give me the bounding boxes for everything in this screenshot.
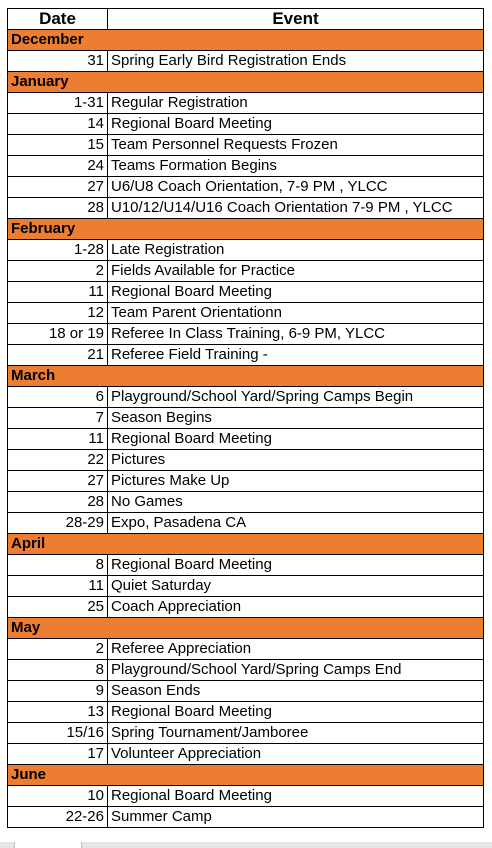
date-cell[interactable]: 17 [8,744,108,765]
event-row [8,639,484,660]
event-cell[interactable]: Expo, Pasadena CA [108,513,484,534]
event-cell[interactable]: Playground/School Yard/Spring Camps Begin [108,387,484,408]
event-row [8,303,484,324]
date-cell[interactable]: 9 [8,681,108,702]
sheet-tab[interactable] [14,842,82,848]
event-cell[interactable]: Referee Field Training - [108,345,484,366]
month-row [8,534,484,555]
month-row [8,219,484,240]
month-row [8,765,484,786]
date-cell[interactable]: 13 [8,702,108,723]
month-label[interactable]: May [8,618,484,639]
event-cell[interactable]: Spring Tournament/Jamboree [108,723,484,744]
event-row [8,660,484,681]
event-row [8,450,484,471]
schedule-table [7,8,484,828]
date-cell[interactable]: 24 [8,156,108,177]
event-cell[interactable]: Team Parent Orientationn [108,303,484,324]
event-row [8,576,484,597]
event-cell[interactable]: Regular Registration [108,93,484,114]
event-cell[interactable]: U10/12/U14/U16 Coach Orientation 7-9 PM , YLCC [108,198,484,219]
date-cell[interactable]: 25 [8,597,108,618]
event-row [8,513,484,534]
event-row [8,345,484,366]
date-cell[interactable]: 6 [8,387,108,408]
month-label[interactable]: January [8,72,484,93]
event-row [8,786,484,807]
month-label[interactable]: March [8,366,484,387]
date-cell[interactable]: 22 [8,450,108,471]
event-row [8,597,484,618]
event-row [8,198,484,219]
date-cell[interactable]: 11 [8,282,108,303]
month-row [8,618,484,639]
event-cell[interactable]: Season Begins [108,408,484,429]
event-cell[interactable]: Regional Board Meeting [108,114,484,135]
date-cell[interactable]: 8 [8,555,108,576]
event-cell[interactable]: Spring Early Bird Registration Ends [108,51,484,72]
date-cell[interactable]: 2 [8,639,108,660]
month-label[interactable]: December [8,30,484,51]
date-cell[interactable]: 22-26 [8,807,108,828]
date-cell[interactable]: 11 [8,429,108,450]
event-row [8,429,484,450]
event-cell[interactable]: Regional Board Meeting [108,786,484,807]
event-row [8,93,484,114]
event-row [8,492,484,513]
event-row [8,702,484,723]
event-cell[interactable]: Season Ends [108,681,484,702]
date-cell[interactable]: 28 [8,198,108,219]
date-cell[interactable]: 12 [8,303,108,324]
date-column-header[interactable]: Date [8,9,108,30]
date-cell[interactable]: 31 [8,51,108,72]
month-label[interactable]: June [8,765,484,786]
date-cell[interactable]: 28 [8,492,108,513]
event-cell[interactable]: Regional Board Meeting [108,429,484,450]
date-cell[interactable]: 11 [8,576,108,597]
event-cell[interactable]: Referee Appreciation [108,639,484,660]
event-cell[interactable]: Regional Board Meeting [108,702,484,723]
event-row [8,555,484,576]
date-cell[interactable]: 15 [8,135,108,156]
month-row [8,72,484,93]
event-row [8,240,484,261]
date-cell[interactable]: 14 [8,114,108,135]
event-cell[interactable]: Teams Formation Begins [108,156,484,177]
event-cell[interactable]: Pictures [108,450,484,471]
event-cell[interactable]: Quiet Saturday [108,576,484,597]
event-column-header[interactable]: Event [108,9,484,30]
event-row [8,282,484,303]
event-row [8,744,484,765]
event-cell[interactable]: Coach Appreciation [108,597,484,618]
event-row [8,114,484,135]
event-row [8,723,484,744]
date-cell[interactable]: 10 [8,786,108,807]
event-row [8,807,484,828]
event-cell[interactable]: Pictures Make Up [108,471,484,492]
event-cell[interactable]: Volunteer Appreciation [108,744,484,765]
date-cell[interactable]: 18 or 19 [8,324,108,345]
event-cell[interactable]: Regional Board Meeting [108,555,484,576]
event-cell[interactable]: Regional Board Meeting [108,282,484,303]
event-row [8,408,484,429]
event-cell[interactable]: Playground/School Yard/Spring Camps End [108,660,484,681]
schedule-body [8,30,484,828]
event-row [8,681,484,702]
date-cell[interactable]: 8 [8,660,108,681]
header-row [8,9,484,30]
event-row [8,387,484,408]
event-cell[interactable]: U6/U8 Coach Orientation, 7-9 PM , YLCC [108,177,484,198]
date-cell[interactable]: 15/16 [8,723,108,744]
month-label[interactable]: April [8,534,484,555]
event-row [8,261,484,282]
date-cell[interactable]: 21 [8,345,108,366]
event-cell[interactable]: Late Registration [108,240,484,261]
date-cell[interactable]: 27 [8,177,108,198]
event-row [8,177,484,198]
event-cell[interactable]: Fields Available for Practice [108,261,484,282]
event-row [8,156,484,177]
event-cell[interactable]: Team Personnel Requests Frozen [108,135,484,156]
event-row [8,51,484,72]
date-cell[interactable]: 7 [8,408,108,429]
date-cell[interactable]: 1-31 [8,93,108,114]
event-cell[interactable]: Referee In Class Training, 6-9 PM, YLCC [108,324,484,345]
month-row [8,30,484,51]
event-row [8,135,484,156]
event-row [8,324,484,345]
date-cell[interactable]: 27 [8,471,108,492]
event-cell[interactable]: Summer Camp [108,807,484,828]
month-row [8,366,484,387]
month-label[interactable]: February [8,219,484,240]
event-cell[interactable]: No Games [108,492,484,513]
date-cell[interactable]: 28-29 [8,513,108,534]
event-row [8,471,484,492]
date-cell[interactable]: 1-28 [8,240,108,261]
date-cell[interactable]: 2 [8,261,108,282]
